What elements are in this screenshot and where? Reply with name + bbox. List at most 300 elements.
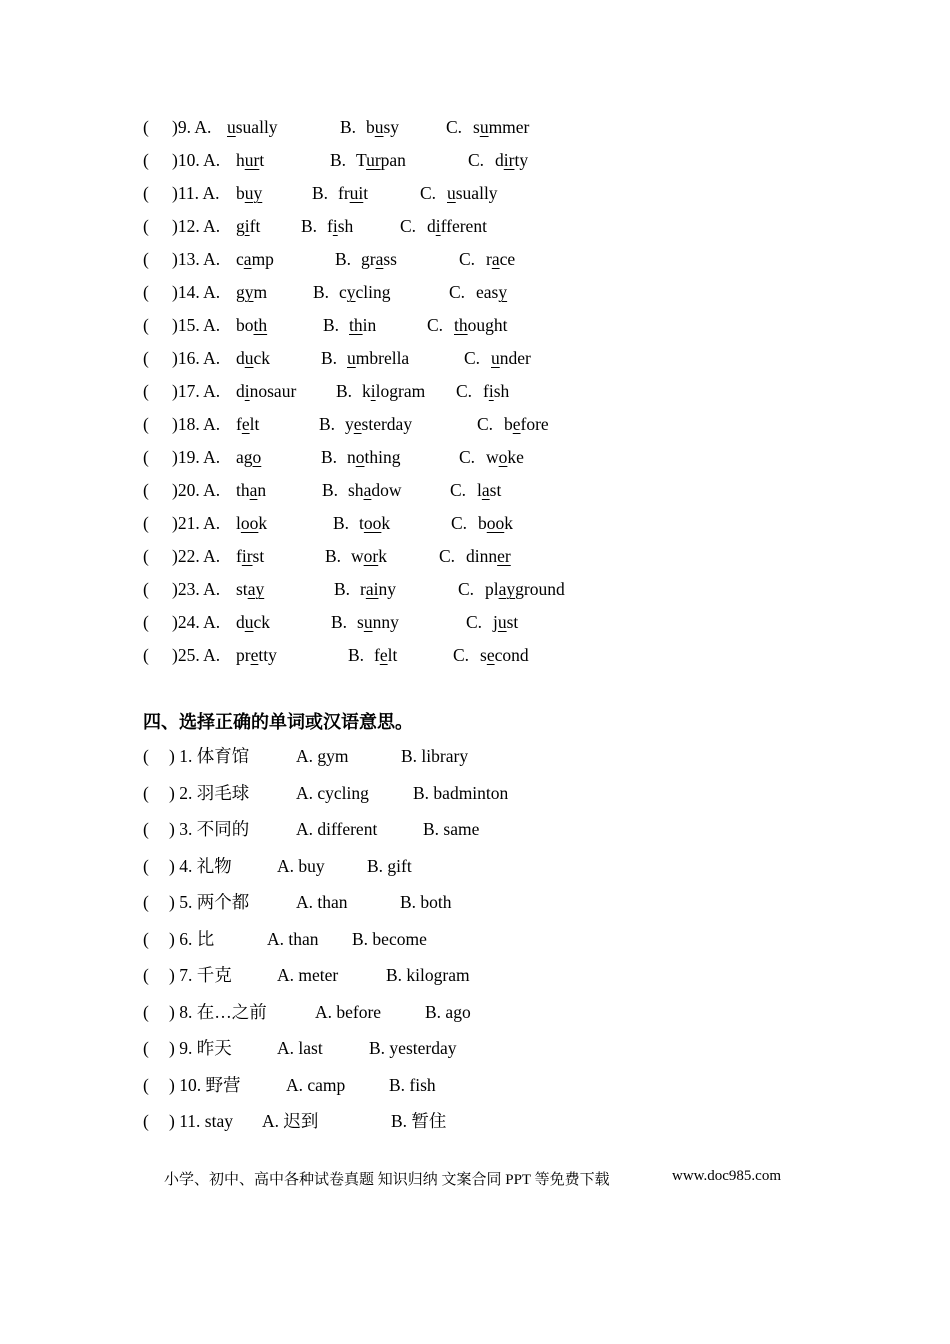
underlined-letters: ir bbox=[503, 150, 515, 170]
word-part: s bbox=[357, 612, 364, 632]
option-c bbox=[485, 577, 565, 601]
option-a bbox=[236, 412, 259, 436]
answer-blank: ( bbox=[143, 447, 149, 467]
word-part: mbrella bbox=[355, 348, 410, 368]
option-c-label: C. bbox=[451, 513, 468, 533]
answer-blank: ( bbox=[143, 150, 149, 170]
question-row bbox=[0, 445, 950, 469]
option-c bbox=[483, 379, 509, 403]
word-part: nosaur bbox=[249, 381, 297, 401]
underlined-letters: th bbox=[454, 315, 468, 335]
question-text: ) 5. 两个都 bbox=[169, 892, 250, 912]
answer-blank: ( bbox=[143, 183, 149, 203]
option-b: B. become bbox=[352, 929, 427, 949]
word-part: sually bbox=[235, 117, 278, 137]
option-a: A. meter bbox=[277, 965, 339, 985]
word-part: t bbox=[359, 513, 364, 533]
word-part: lt bbox=[249, 414, 260, 434]
question-row bbox=[0, 610, 950, 634]
underlined-letters: oo bbox=[363, 513, 382, 533]
word-part: b bbox=[236, 183, 245, 203]
underlined-letters: u bbox=[447, 183, 456, 203]
word-part: sy bbox=[383, 117, 400, 137]
underlined-letters: e bbox=[353, 414, 362, 434]
word-part: ty bbox=[514, 150, 529, 170]
underlined-letters: e bbox=[241, 414, 250, 434]
option-c-label: C. bbox=[477, 414, 494, 434]
option-b-label: B. bbox=[336, 381, 353, 401]
option-b bbox=[347, 445, 400, 469]
answer-blank: ( bbox=[143, 1002, 149, 1022]
question-text: ) 8. 在…之前 bbox=[169, 1002, 267, 1022]
answer-blank: ( bbox=[143, 513, 149, 533]
answer-blank: ( bbox=[143, 929, 149, 949]
option-c-label: C. bbox=[446, 117, 463, 137]
word-part: ag bbox=[236, 447, 253, 467]
option-c-label: C. bbox=[450, 480, 467, 500]
option-b-label: B. bbox=[331, 612, 348, 632]
word-part: f bbox=[327, 216, 333, 236]
underlined-letters: u bbox=[244, 348, 254, 368]
answer-blank: ( bbox=[143, 1111, 149, 1131]
question-row bbox=[0, 412, 950, 436]
question-number: )23. A. bbox=[172, 579, 221, 599]
question-row bbox=[0, 379, 950, 403]
answer-blank: ( bbox=[143, 480, 149, 500]
option-b bbox=[374, 643, 397, 667]
answer-blank: ( bbox=[143, 783, 149, 803]
option-a bbox=[236, 544, 264, 568]
underlined-letters: a bbox=[249, 480, 258, 500]
underlined-letters: i bbox=[244, 216, 250, 236]
word-part: tty bbox=[258, 645, 277, 665]
option-b bbox=[360, 577, 396, 601]
word-part: sterday bbox=[361, 414, 413, 434]
option-c-label: C. bbox=[466, 612, 483, 632]
underlined-letters: e bbox=[379, 645, 388, 665]
question-number: )11. A. bbox=[172, 183, 220, 203]
option-a bbox=[236, 445, 261, 469]
word-part: ought bbox=[467, 315, 508, 335]
word-part: r bbox=[360, 579, 366, 599]
question-number: )24. A. bbox=[172, 612, 221, 632]
word-part: fore bbox=[520, 414, 549, 434]
question-number: )15. A. bbox=[172, 315, 221, 335]
option-b bbox=[327, 214, 353, 238]
option-a: A. gym bbox=[296, 746, 349, 766]
word-part: th bbox=[236, 480, 250, 500]
word-part: d bbox=[495, 150, 504, 170]
underlined-letters: a bbox=[243, 249, 252, 269]
question-number: )12. A. bbox=[172, 216, 221, 236]
word-part: sh bbox=[348, 480, 364, 500]
word-part: in bbox=[362, 315, 377, 335]
word-part: k bbox=[504, 513, 513, 533]
underlined-letters: a bbox=[363, 480, 372, 500]
option-b bbox=[347, 346, 409, 370]
option-c-label: C. bbox=[420, 183, 437, 203]
answer-blank: ( bbox=[143, 381, 149, 401]
question-text: ) 10. 野营 bbox=[169, 1075, 241, 1095]
word-part: k bbox=[362, 381, 371, 401]
option-b bbox=[351, 544, 387, 568]
word-part: c bbox=[339, 282, 347, 302]
word-part: d bbox=[427, 216, 436, 236]
option-c bbox=[478, 511, 513, 535]
word-part: st bbox=[236, 579, 248, 599]
question-number: )21. A. bbox=[172, 513, 221, 533]
underlined-letters: i bbox=[488, 381, 494, 401]
word-part: b bbox=[366, 117, 375, 137]
word-part: dinn bbox=[466, 546, 498, 566]
option-a bbox=[236, 577, 264, 601]
underlined-letters: u bbox=[227, 117, 236, 137]
answer-blank: ( bbox=[143, 579, 149, 599]
option-b bbox=[338, 181, 368, 205]
answer-blank: ( bbox=[143, 414, 149, 434]
question-number: )10. A. bbox=[172, 150, 221, 170]
word-part: nder bbox=[499, 348, 531, 368]
option-b: B. fish bbox=[389, 1075, 436, 1095]
option-b-label: B. bbox=[330, 150, 347, 170]
option-b-label: B. bbox=[321, 447, 338, 467]
answer-blank: ( bbox=[143, 892, 149, 912]
question-row bbox=[0, 577, 950, 601]
word-part: fr bbox=[338, 183, 350, 203]
word-part: dow bbox=[371, 480, 402, 500]
option-a bbox=[236, 379, 296, 403]
word-part: nny bbox=[372, 612, 399, 632]
option-a bbox=[236, 280, 267, 304]
option-c-label: C. bbox=[427, 315, 444, 335]
option-b: B. yesterday bbox=[369, 1038, 457, 1058]
option-a: A. 迟到 bbox=[262, 1111, 319, 1131]
vocab-row bbox=[0, 817, 950, 841]
word-part: y bbox=[345, 414, 354, 434]
question-number: )22. A. bbox=[172, 546, 221, 566]
option-c bbox=[486, 247, 515, 271]
option-b bbox=[362, 379, 425, 403]
word-part: ss bbox=[383, 249, 397, 269]
underlined-letters: ai bbox=[365, 579, 379, 599]
option-a bbox=[227, 115, 278, 139]
vocab-row bbox=[0, 1073, 950, 1097]
underlined-letters: ir bbox=[241, 546, 253, 566]
option-b-label: B. bbox=[340, 117, 357, 137]
word-part: pr bbox=[236, 645, 251, 665]
word-part: lt bbox=[387, 645, 398, 665]
word-part: sually bbox=[455, 183, 498, 203]
underlined-letters: ui bbox=[349, 183, 364, 203]
word-part: t bbox=[259, 150, 265, 170]
answer-blank: ( bbox=[143, 856, 149, 876]
question-row bbox=[0, 544, 950, 568]
option-b-label: B. bbox=[313, 282, 330, 302]
underlined-letters: o bbox=[355, 447, 365, 467]
word-part: sh bbox=[493, 381, 510, 401]
vocab-row bbox=[0, 854, 950, 878]
underlined-letters: ur bbox=[366, 150, 381, 170]
question-row bbox=[0, 313, 950, 337]
question-row bbox=[0, 247, 950, 271]
option-b: B. same bbox=[423, 819, 480, 839]
option-c-label: C. bbox=[449, 282, 466, 302]
word-part: d bbox=[236, 381, 245, 401]
option-b: B. 暂住 bbox=[391, 1111, 447, 1131]
answer-blank: ( bbox=[143, 315, 149, 335]
word-part: s bbox=[480, 645, 487, 665]
option-c bbox=[477, 478, 501, 502]
section-heading: 四、选择正确的单词或汉语意思。 bbox=[143, 712, 413, 733]
word-part: st bbox=[252, 546, 265, 566]
option-b-label: B. bbox=[334, 579, 351, 599]
underlined-letters: ur bbox=[244, 150, 260, 170]
option-a bbox=[236, 346, 270, 370]
underlined-letters: y bbox=[498, 282, 508, 302]
question-row bbox=[0, 181, 950, 205]
word-part: k bbox=[381, 513, 391, 533]
word-part: ce bbox=[499, 249, 516, 269]
option-c bbox=[486, 445, 524, 469]
option-b: B. kilogram bbox=[386, 965, 470, 985]
underlined-letters: i bbox=[370, 381, 376, 401]
answer-blank: ( bbox=[143, 249, 149, 269]
option-c bbox=[447, 181, 498, 205]
question-number: )19. A. bbox=[172, 447, 221, 467]
option-a bbox=[236, 181, 262, 205]
word-part: f bbox=[236, 414, 242, 434]
option-b: B. ago bbox=[425, 1002, 471, 1022]
option-c bbox=[454, 313, 508, 337]
question-row bbox=[0, 643, 950, 667]
word-part: ny bbox=[378, 579, 396, 599]
word-part: w bbox=[351, 546, 364, 566]
underlined-letters: y bbox=[244, 282, 254, 302]
underlined-letters: i bbox=[435, 216, 441, 236]
answer-blank: ( bbox=[143, 819, 149, 839]
answer-blank: ( bbox=[143, 1038, 149, 1058]
word-part: thing bbox=[364, 447, 401, 467]
vocab-row bbox=[0, 1109, 950, 1133]
word-part: l bbox=[477, 480, 482, 500]
option-b: B. badminton bbox=[413, 783, 509, 803]
underlined-letters: ay bbox=[498, 579, 516, 599]
option-c bbox=[480, 643, 529, 667]
underlined-letters: er bbox=[497, 546, 511, 566]
option-a: A. than bbox=[296, 892, 348, 912]
option-b: B. library bbox=[401, 746, 469, 766]
option-c-label: C. bbox=[459, 447, 476, 467]
option-b-label: B. bbox=[319, 414, 336, 434]
word-part: j bbox=[493, 612, 498, 632]
underlined-letters: a bbox=[375, 249, 384, 269]
underlined-letters: y bbox=[346, 282, 356, 302]
answer-blank: ( bbox=[143, 282, 149, 302]
underlined-letters: u bbox=[497, 612, 507, 632]
vocab-row bbox=[0, 890, 950, 914]
option-b-label: B. bbox=[321, 348, 338, 368]
word-part: cling bbox=[355, 282, 391, 302]
option-b-label: B. bbox=[325, 546, 342, 566]
option-b bbox=[357, 610, 399, 634]
option-b bbox=[348, 478, 401, 502]
question-number: )25. A. bbox=[172, 645, 221, 665]
option-a: A. before bbox=[315, 1002, 382, 1022]
underlined-letters: oo bbox=[486, 513, 505, 533]
option-a: A. buy bbox=[277, 856, 325, 876]
word-part: k bbox=[258, 513, 268, 533]
word-part: ck bbox=[253, 348, 271, 368]
underlined-letters: th bbox=[253, 315, 268, 335]
underlined-letters: u bbox=[479, 117, 489, 137]
word-part: gr bbox=[361, 249, 376, 269]
option-c bbox=[473, 115, 529, 139]
word-part: m bbox=[253, 282, 268, 302]
option-c-label: C. bbox=[453, 645, 470, 665]
underlined-letters: u bbox=[363, 612, 373, 632]
underlined-letters: uy bbox=[244, 183, 263, 203]
word-part: b bbox=[478, 513, 487, 533]
option-a bbox=[236, 313, 267, 337]
word-part: b bbox=[504, 414, 513, 434]
word-part: r bbox=[486, 249, 492, 269]
option-b bbox=[359, 511, 390, 535]
option-b bbox=[366, 115, 399, 139]
option-c bbox=[491, 346, 531, 370]
option-b-label: B. bbox=[301, 216, 318, 236]
answer-blank: ( bbox=[143, 117, 149, 137]
question-row bbox=[0, 511, 950, 535]
option-c bbox=[427, 214, 487, 238]
word-part: f bbox=[236, 546, 242, 566]
underlined-letters: i bbox=[244, 381, 250, 401]
underlined-letters: a bbox=[491, 249, 500, 269]
question-number: )16. A. bbox=[172, 348, 221, 368]
underlined-letters: th bbox=[349, 315, 363, 335]
option-a bbox=[236, 478, 266, 502]
question-row bbox=[0, 214, 950, 238]
word-part: h bbox=[236, 150, 245, 170]
word-part: t bbox=[363, 183, 369, 203]
question-text: ) 9. 昨天 bbox=[169, 1038, 232, 1058]
word-part: pan bbox=[380, 150, 406, 170]
question-number: )14. A. bbox=[172, 282, 221, 302]
option-b-label: B. bbox=[323, 315, 340, 335]
word-part: g bbox=[236, 216, 245, 236]
vocab-row bbox=[0, 1036, 950, 1060]
word-part: bo bbox=[236, 315, 254, 335]
answer-blank: ( bbox=[143, 1075, 149, 1095]
underlined-letters: oo bbox=[240, 513, 259, 533]
word-part: n bbox=[347, 447, 356, 467]
answer-blank: ( bbox=[143, 645, 149, 665]
question-text: ) 4. 礼物 bbox=[169, 856, 232, 876]
word-part: ke bbox=[507, 447, 524, 467]
option-c-label: C. bbox=[458, 579, 475, 599]
word-part: ft bbox=[249, 216, 261, 236]
underlined-letters: ay bbox=[247, 579, 265, 599]
option-a bbox=[236, 148, 264, 172]
option-a bbox=[236, 214, 260, 238]
option-a: A. cycling bbox=[296, 783, 369, 803]
word-part: f bbox=[483, 381, 489, 401]
underlined-letters: a bbox=[481, 480, 490, 500]
word-part: pl bbox=[485, 579, 499, 599]
question-row bbox=[0, 115, 950, 139]
underlined-letters: u bbox=[491, 348, 500, 368]
option-c-label: C. bbox=[400, 216, 417, 236]
question-row bbox=[0, 346, 950, 370]
question-number: )13. A. bbox=[172, 249, 221, 269]
underlined-letters: u bbox=[244, 612, 254, 632]
option-b bbox=[356, 148, 406, 172]
answer-blank: ( bbox=[143, 965, 149, 985]
underlined-letters: e bbox=[250, 645, 259, 665]
answer-blank: ( bbox=[143, 546, 149, 566]
underlined-letters: u bbox=[374, 117, 384, 137]
word-part: mp bbox=[251, 249, 274, 269]
word-part: mmer bbox=[488, 117, 530, 137]
question-number: )18. A. bbox=[172, 414, 221, 434]
answer-blank: ( bbox=[143, 612, 149, 632]
option-c bbox=[493, 610, 518, 634]
question-number: )17. A. bbox=[172, 381, 221, 401]
option-c-label: C. bbox=[464, 348, 481, 368]
question-row bbox=[0, 148, 950, 172]
question-text: ) 1. 体育馆 bbox=[169, 746, 250, 766]
option-b-label: B. bbox=[333, 513, 350, 533]
option-b-label: B. bbox=[322, 480, 339, 500]
answer-blank: ( bbox=[143, 746, 149, 766]
option-a bbox=[236, 643, 277, 667]
word-part: logram bbox=[375, 381, 426, 401]
underlined-letters: e bbox=[512, 414, 521, 434]
option-a bbox=[236, 610, 270, 634]
option-a: A. camp bbox=[286, 1075, 346, 1095]
option-a: A. different bbox=[296, 819, 378, 839]
option-a: A. than bbox=[267, 929, 319, 949]
question-row bbox=[0, 280, 950, 304]
footer-text: 小学、初中、高中各种试卷真题 知识归纳 文案合同 PPT 等免费下载 bbox=[164, 1172, 610, 1188]
option-b: B. both bbox=[400, 892, 452, 912]
question-text: ) 3. 不同的 bbox=[169, 819, 250, 839]
word-part: d bbox=[236, 348, 245, 368]
word-part: d bbox=[236, 612, 245, 632]
option-b bbox=[361, 247, 397, 271]
underlined-letters: o bbox=[252, 447, 262, 467]
word-part: g bbox=[236, 282, 245, 302]
word-part: n bbox=[257, 480, 267, 500]
underlined-letters: u bbox=[347, 348, 356, 368]
answer-blank: ( bbox=[143, 216, 149, 236]
question-number: )20. A. bbox=[172, 480, 221, 500]
option-b-label: B. bbox=[335, 249, 352, 269]
question-text: ) 11. stay bbox=[169, 1111, 233, 1131]
option-b bbox=[339, 280, 391, 304]
word-part: sh bbox=[337, 216, 354, 236]
word-part: f bbox=[374, 645, 380, 665]
word-part: k bbox=[378, 546, 387, 566]
word-part: T bbox=[356, 150, 367, 170]
underlined-letters: i bbox=[332, 216, 338, 236]
word-part: fferent bbox=[440, 216, 487, 236]
option-b-label: B. bbox=[312, 183, 329, 203]
option-c-label: C. bbox=[459, 249, 476, 269]
word-part: l bbox=[236, 513, 241, 533]
option-c-label: C. bbox=[468, 150, 485, 170]
underlined-letters: o bbox=[498, 447, 508, 467]
word-part: st bbox=[506, 612, 519, 632]
